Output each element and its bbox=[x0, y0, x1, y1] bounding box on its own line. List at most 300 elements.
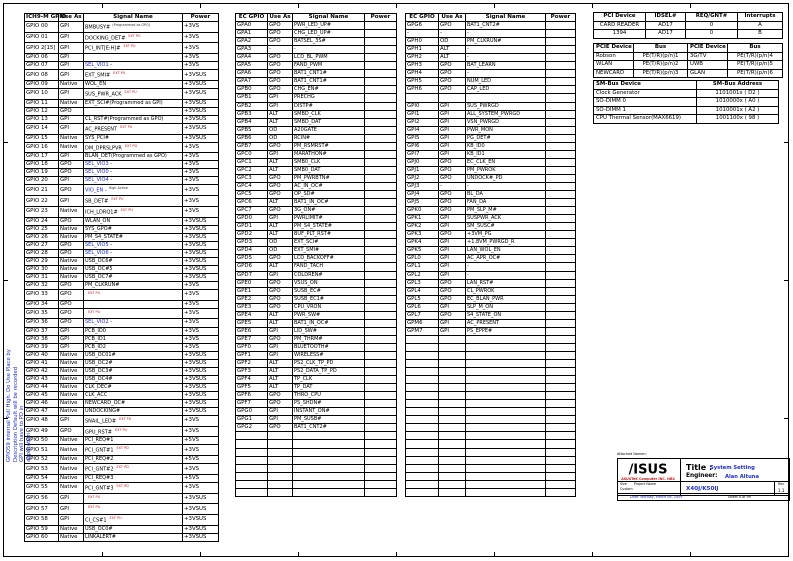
power-rail bbox=[546, 110, 576, 118]
use-as bbox=[439, 400, 466, 408]
power-rail: +3VSUS bbox=[183, 351, 219, 359]
table-row bbox=[25, 504, 219, 515]
custom-label: Custom bbox=[620, 487, 633, 491]
signal-name bbox=[84, 308, 183, 319]
table-row bbox=[594, 106, 779, 115]
ec-gpio-pin bbox=[236, 432, 268, 440]
signal-text: UNDOCKING# bbox=[85, 407, 121, 414]
gpio-pin: GPIO 39 bbox=[25, 343, 59, 351]
table-row bbox=[236, 295, 397, 303]
use-as: Native bbox=[59, 134, 84, 142]
use-as: GPO bbox=[59, 300, 84, 308]
power-rail bbox=[546, 54, 576, 62]
power-rail bbox=[546, 102, 576, 110]
table-cell: NEWCARD bbox=[594, 69, 634, 78]
use-as: GPI bbox=[59, 62, 84, 70]
signal-name: EXT_SMI# bbox=[293, 247, 365, 255]
pci-header-row bbox=[594, 13, 783, 22]
signal-name bbox=[293, 432, 365, 440]
use-as bbox=[439, 432, 466, 440]
signal-text: SYS_PCI# bbox=[85, 134, 110, 141]
ec-gpio-pin: GPC1 bbox=[236, 158, 268, 166]
power-rail bbox=[365, 311, 397, 319]
power-rail: +3VS bbox=[183, 308, 219, 319]
table-row bbox=[236, 327, 397, 335]
power-rail bbox=[546, 247, 576, 255]
use-as: ALT bbox=[268, 311, 293, 319]
signal-text: EXT_SMI# bbox=[85, 72, 111, 79]
use-as: Native bbox=[59, 464, 84, 475]
pull-note: EXT PU bbox=[88, 291, 101, 296]
table-row bbox=[236, 311, 397, 319]
table-row bbox=[236, 78, 397, 86]
table-row bbox=[236, 142, 397, 150]
table-row bbox=[406, 384, 576, 392]
signal-name bbox=[84, 474, 183, 482]
power-rail: +3VS bbox=[183, 335, 219, 343]
use-as bbox=[439, 384, 466, 392]
signal-name: BAT1_CNT1# bbox=[293, 78, 365, 86]
use-as: GPO bbox=[59, 217, 84, 225]
power-rail bbox=[546, 207, 576, 215]
signal-name bbox=[84, 249, 183, 257]
gpio-pin: GPIO 07 bbox=[25, 62, 59, 70]
power-rail bbox=[546, 134, 576, 142]
gpio-pin: GPIO 40 bbox=[25, 351, 59, 359]
gpio-pin: GPIO 38 bbox=[25, 335, 59, 343]
signal-name bbox=[84, 367, 183, 375]
signal-name: OP_SD# bbox=[293, 191, 365, 199]
gpio-pin: GPIO 32 bbox=[25, 281, 59, 289]
ec-gpio-pin: GPD7 bbox=[236, 271, 268, 279]
ec-gpio-pin: GPJ0 bbox=[406, 158, 439, 166]
table-row bbox=[25, 32, 219, 43]
ec-gpio-pin: GPF3 bbox=[236, 368, 268, 376]
table-cell: Clock Generator bbox=[594, 89, 697, 98]
table-row bbox=[406, 287, 576, 295]
signal-name bbox=[84, 399, 183, 407]
ec-gpio-pin: GPI6 bbox=[406, 142, 439, 150]
signal-name: NUM_LED bbox=[466, 78, 546, 86]
table-row bbox=[594, 21, 783, 30]
power-rail bbox=[365, 158, 397, 166]
signal-name bbox=[84, 437, 183, 445]
pull-note: EXT PD bbox=[116, 446, 129, 451]
ec-gpio-pin: GPF6 bbox=[236, 392, 268, 400]
use-as: GPO bbox=[59, 281, 84, 289]
signal-text: DOCKING_DET# bbox=[85, 35, 126, 42]
use-as: GPI bbox=[59, 123, 84, 134]
ec1-header-row bbox=[236, 14, 397, 22]
ec-gpio-pin: GPA0 bbox=[236, 22, 268, 30]
table-row bbox=[406, 191, 576, 199]
table-row bbox=[594, 98, 779, 107]
signal-name: LAN_WOL_EN bbox=[466, 247, 546, 255]
signal-text: WLAN_ON bbox=[85, 217, 111, 224]
signal-name: TP_DAT bbox=[293, 384, 365, 392]
table-cell: AD17 bbox=[646, 30, 686, 39]
power-rail bbox=[546, 255, 576, 263]
gpio-pin: GPIO 35 bbox=[25, 308, 59, 319]
table-row bbox=[406, 215, 576, 223]
use-as: GPO bbox=[268, 70, 293, 78]
table-row bbox=[236, 376, 397, 384]
use-as: ALT bbox=[268, 376, 293, 384]
signal-name bbox=[466, 488, 546, 496]
signal-name bbox=[84, 233, 183, 241]
signal-name bbox=[84, 327, 183, 335]
ec-gpio-pin: GPI5 bbox=[406, 134, 439, 142]
table-row bbox=[25, 335, 219, 343]
table-row bbox=[406, 239, 576, 247]
use-as: GPO bbox=[268, 392, 293, 400]
ec-gpio-pin: GPI2 bbox=[406, 118, 439, 126]
use-as: ALT bbox=[268, 110, 293, 118]
power-rail: +3VS bbox=[183, 416, 219, 427]
signal-text: SEL_VIO0 bbox=[85, 169, 109, 176]
power-rail bbox=[546, 174, 576, 182]
signal-name bbox=[84, 281, 183, 289]
signal-name bbox=[84, 351, 183, 359]
use-as: Native bbox=[59, 437, 84, 445]
use-as: GPI bbox=[439, 102, 466, 110]
power-rail bbox=[365, 424, 397, 432]
col-header: Use As bbox=[269, 14, 291, 20]
signal-name bbox=[84, 493, 183, 504]
use-as: GPO bbox=[268, 142, 293, 150]
use-as bbox=[439, 472, 466, 480]
use-as: ALT bbox=[268, 118, 293, 126]
use-as: GPO bbox=[268, 287, 293, 295]
note-line: GPI will have to PD in bbox=[19, 405, 26, 462]
power-rail: +3VS bbox=[183, 196, 219, 207]
power-rail bbox=[365, 174, 397, 182]
title-value: System Setting bbox=[710, 465, 755, 471]
ec2-header-row bbox=[406, 14, 576, 22]
use-as: ALT bbox=[268, 199, 293, 207]
col-header: Bus bbox=[634, 44, 688, 53]
ec-gpio-pin bbox=[406, 94, 439, 102]
use-as: GPI bbox=[59, 416, 84, 427]
power-rail: +3VSUS bbox=[183, 493, 219, 504]
table-row bbox=[406, 319, 576, 327]
ec-gpio-pin bbox=[236, 456, 268, 464]
signal-text: NEWCARD_OC# bbox=[85, 399, 126, 406]
signal-text: USB_OC7# bbox=[85, 273, 113, 280]
table-row bbox=[25, 161, 219, 169]
ec-gpio-pin: GPH2 bbox=[406, 54, 439, 62]
power-rail bbox=[546, 448, 576, 456]
signal-name bbox=[84, 383, 183, 391]
use-as: GPI bbox=[439, 118, 466, 126]
signal-dash: - bbox=[103, 188, 107, 195]
ec-gpio-pin: GPH3 bbox=[406, 62, 439, 70]
use-as: GPO bbox=[268, 62, 293, 70]
power-rail bbox=[365, 22, 397, 30]
ec-gpio-pin bbox=[406, 440, 439, 448]
table-row bbox=[236, 191, 397, 199]
use-as bbox=[439, 392, 466, 400]
power-rail: +3VSUS bbox=[183, 115, 219, 123]
table-cell: PE(T/R)(p/n)5 bbox=[728, 61, 783, 70]
power-rail bbox=[546, 263, 576, 271]
signal-text: USB_OC2# bbox=[85, 359, 113, 366]
power-rail bbox=[365, 70, 397, 78]
smbus-header-row bbox=[594, 81, 779, 90]
table-row bbox=[406, 46, 576, 54]
power-rail bbox=[365, 86, 397, 94]
table-row bbox=[406, 279, 576, 287]
table-row bbox=[25, 375, 219, 383]
ec-gpio-pin: GPL7 bbox=[406, 311, 439, 319]
use-as bbox=[439, 488, 466, 496]
use-as: Native bbox=[59, 142, 84, 153]
ec-gpio-pin bbox=[406, 432, 439, 440]
signal-name: VSN_PWRGD bbox=[466, 118, 546, 126]
signal-name bbox=[84, 445, 183, 456]
signal-name: PM_CLKRUN# bbox=[466, 38, 546, 46]
signal-name bbox=[84, 43, 183, 54]
ec-gpio-pin bbox=[406, 392, 439, 400]
table-row bbox=[406, 295, 576, 303]
table-row bbox=[25, 185, 219, 196]
table-row bbox=[25, 456, 219, 464]
table-row bbox=[25, 134, 219, 142]
signal-name: CPU_VRON bbox=[293, 303, 365, 311]
ec-gpio-pin: GPH1 bbox=[406, 46, 439, 54]
pull-note: EXT PU bbox=[113, 71, 126, 76]
table-cell: CARD READER bbox=[594, 21, 646, 30]
signal-dash: - bbox=[108, 319, 113, 326]
use-as: GPO bbox=[268, 191, 293, 199]
power-rail bbox=[365, 335, 397, 343]
table-row bbox=[406, 199, 576, 207]
power-rail: +3VSUS bbox=[183, 525, 219, 533]
signal-text: SEL_VIO4 bbox=[85, 177, 109, 184]
signal-name: BLUETOOTH# bbox=[293, 343, 365, 351]
table-row bbox=[25, 22, 219, 33]
signal-name: WIRELESS# bbox=[293, 351, 365, 359]
power-rail: +3VSUS bbox=[183, 233, 219, 241]
signal-name: LCD_BACKOFF# bbox=[293, 255, 365, 263]
gpio-pin: GPIO 52 bbox=[25, 456, 59, 464]
project-label: Project Name bbox=[634, 482, 657, 486]
signal-name bbox=[84, 504, 183, 515]
table-row bbox=[25, 54, 219, 62]
gpio-pin: GPIO 08 bbox=[25, 70, 59, 81]
gpio-pin: GPIO 55 bbox=[25, 482, 59, 493]
ich9m-gpio-table bbox=[24, 13, 219, 542]
power-rail bbox=[546, 464, 576, 472]
power-rail bbox=[365, 360, 397, 368]
ec-gpio-pin bbox=[236, 448, 268, 456]
use-as: GPI bbox=[439, 215, 466, 223]
ec-gpio-pin: GPC2 bbox=[236, 166, 268, 174]
power-rail bbox=[546, 239, 576, 247]
table-row bbox=[236, 360, 397, 368]
table-row bbox=[25, 153, 219, 161]
use-as: GPO bbox=[268, 174, 293, 182]
table-row bbox=[406, 207, 576, 215]
ec-gpio-pin: GPD0 bbox=[236, 215, 268, 223]
power-rail bbox=[546, 480, 576, 488]
title-label: Title : bbox=[686, 463, 713, 472]
signal-name: THRO_CPU bbox=[293, 392, 365, 400]
signal-name bbox=[84, 80, 183, 88]
use-as bbox=[268, 472, 293, 480]
signal-name: EC_BLAN_PWR bbox=[466, 295, 546, 303]
signal-text: PM_S4_STATE# bbox=[85, 233, 123, 240]
signal-name bbox=[84, 22, 183, 33]
table-row bbox=[406, 166, 576, 174]
use-as: GPI bbox=[59, 177, 84, 185]
table-row bbox=[236, 247, 397, 255]
use-as: GPO bbox=[268, 78, 293, 86]
power-rail bbox=[365, 166, 397, 174]
col-header: EC GPIO bbox=[236, 14, 268, 22]
use-as: GPO bbox=[439, 279, 466, 287]
use-as: GPI bbox=[268, 150, 293, 158]
power-rail: +3VSUS bbox=[183, 399, 219, 407]
power-rail: +3VS bbox=[183, 54, 219, 62]
use-as: Native bbox=[59, 391, 84, 399]
use-as: GPO bbox=[268, 38, 293, 46]
table-row bbox=[406, 22, 576, 30]
signal-text: SYS_GPO# bbox=[85, 225, 112, 232]
col-header: Signal Name bbox=[84, 14, 183, 22]
table-row bbox=[236, 408, 397, 416]
table-row bbox=[25, 383, 219, 391]
power-rail bbox=[365, 327, 397, 335]
gpio-pin: GPIO 60 bbox=[25, 533, 59, 541]
use-as bbox=[268, 456, 293, 464]
use-as bbox=[439, 94, 466, 102]
use-as: GPO bbox=[439, 174, 466, 182]
gpio-pin: GPIO 12 bbox=[25, 107, 59, 115]
use-as: GPI bbox=[268, 102, 293, 110]
use-as: GPO bbox=[59, 161, 84, 169]
pull-note: EXT PD bbox=[124, 143, 138, 148]
ec-gpio-pin: GPE5 bbox=[236, 319, 268, 327]
ec-gpio-pin: GPA6 bbox=[236, 70, 268, 78]
signal-text: PCI_INT[E:H]# bbox=[85, 46, 121, 53]
table-cell: PE(T/R)(p/n)6 bbox=[728, 69, 783, 78]
gpio-pin: GPIO 48 bbox=[25, 416, 59, 427]
power-rail: +3VSUS bbox=[183, 359, 219, 367]
note-line: GPIO59 internal Pull High. Do Use Place by bbox=[6, 349, 12, 462]
table-row bbox=[236, 38, 397, 46]
gpio-pin: GPIO 20 bbox=[25, 177, 59, 185]
table-row bbox=[236, 118, 397, 126]
table-row bbox=[236, 263, 397, 271]
ec-gpio-pin: GPI1 bbox=[406, 110, 439, 118]
use-as: Native bbox=[59, 273, 84, 281]
table-row bbox=[25, 265, 219, 273]
ec-gpio-pin bbox=[406, 351, 439, 359]
power-rail bbox=[365, 182, 397, 190]
table-row bbox=[25, 343, 219, 351]
signal-name: PM_S4_STATE# bbox=[293, 223, 365, 231]
table-row bbox=[25, 327, 219, 335]
table-row bbox=[236, 279, 397, 287]
gpio-pin: GPIO 59 bbox=[25, 525, 59, 533]
power-rail bbox=[365, 456, 397, 464]
signal-name bbox=[466, 424, 546, 432]
signal-text: USB_OC0# bbox=[85, 525, 113, 532]
gpio-pin: GPIO 18 bbox=[25, 161, 59, 169]
power-rail bbox=[365, 351, 397, 359]
ec-gpio-pin bbox=[406, 472, 439, 480]
power-rail bbox=[365, 46, 397, 54]
use-as: GPO bbox=[268, 207, 293, 215]
power-rail: +3VSUS bbox=[183, 123, 219, 134]
ec-gpio-pin: GPA5 bbox=[236, 62, 268, 70]
power-rail bbox=[546, 94, 576, 102]
table-row bbox=[406, 480, 576, 488]
signal-name: PM_SUSB# bbox=[293, 416, 365, 424]
table-row bbox=[236, 110, 397, 118]
table-row bbox=[236, 271, 397, 279]
table-row bbox=[236, 448, 397, 456]
ec-gpio-pin: GPM7 bbox=[406, 327, 439, 335]
signal-name: LID_SW# bbox=[293, 327, 365, 335]
table-row bbox=[236, 303, 397, 311]
signal-name: COLDREN# bbox=[293, 271, 365, 279]
table-row bbox=[236, 158, 397, 166]
table-row bbox=[406, 351, 576, 359]
signal-name bbox=[84, 515, 183, 526]
table-cell: 1101001x ( D2 ) bbox=[697, 89, 779, 98]
table-row bbox=[25, 515, 219, 526]
power-rail bbox=[546, 126, 576, 134]
use-as: ALT bbox=[268, 166, 293, 174]
use-as: GPO bbox=[268, 182, 293, 190]
power-rail: +3VSUS bbox=[183, 367, 219, 375]
use-as: GPI bbox=[268, 94, 293, 102]
signal-text: SEL_VIO6 bbox=[85, 249, 109, 256]
signal-name bbox=[84, 416, 183, 427]
use-as: GPI bbox=[59, 504, 84, 515]
signal-name: PG_DET# bbox=[466, 134, 546, 142]
use-as: GPO bbox=[59, 185, 84, 196]
signal-name: INSTANT_ON# bbox=[293, 408, 365, 416]
signal-name: DISTP# bbox=[293, 102, 365, 110]
power-rail: +3VS bbox=[183, 343, 219, 351]
signal-name bbox=[466, 376, 546, 384]
signal-name bbox=[84, 533, 183, 541]
table-row bbox=[25, 482, 219, 493]
signal-text: PCB_ID0 bbox=[85, 327, 106, 334]
signal-name: - bbox=[466, 271, 546, 279]
signal-text: CI_CS#1 bbox=[85, 517, 107, 524]
signal-name bbox=[293, 480, 365, 488]
ec-gpio-pin: GPC6 bbox=[236, 199, 268, 207]
power-rail bbox=[546, 86, 576, 94]
signal-name: BL_DA bbox=[466, 191, 546, 199]
use-as: GPI bbox=[59, 54, 84, 62]
ec-gpio-pin bbox=[406, 384, 439, 392]
gpio-pin: GPIO 21 bbox=[25, 185, 59, 196]
signal-text: VIO_EN bbox=[85, 188, 104, 195]
col-header: PCIE Device bbox=[688, 44, 728, 53]
signal-name: BATSEL_3S# bbox=[293, 38, 365, 46]
note-line: application bbox=[25, 432, 32, 462]
table-row bbox=[25, 177, 219, 185]
power-rail: +3VSUS bbox=[183, 107, 219, 115]
gpio-pin: GPIO 51 bbox=[25, 445, 59, 456]
ec-gpio-pin: GPA1 bbox=[236, 30, 268, 38]
power-rail bbox=[546, 319, 576, 327]
